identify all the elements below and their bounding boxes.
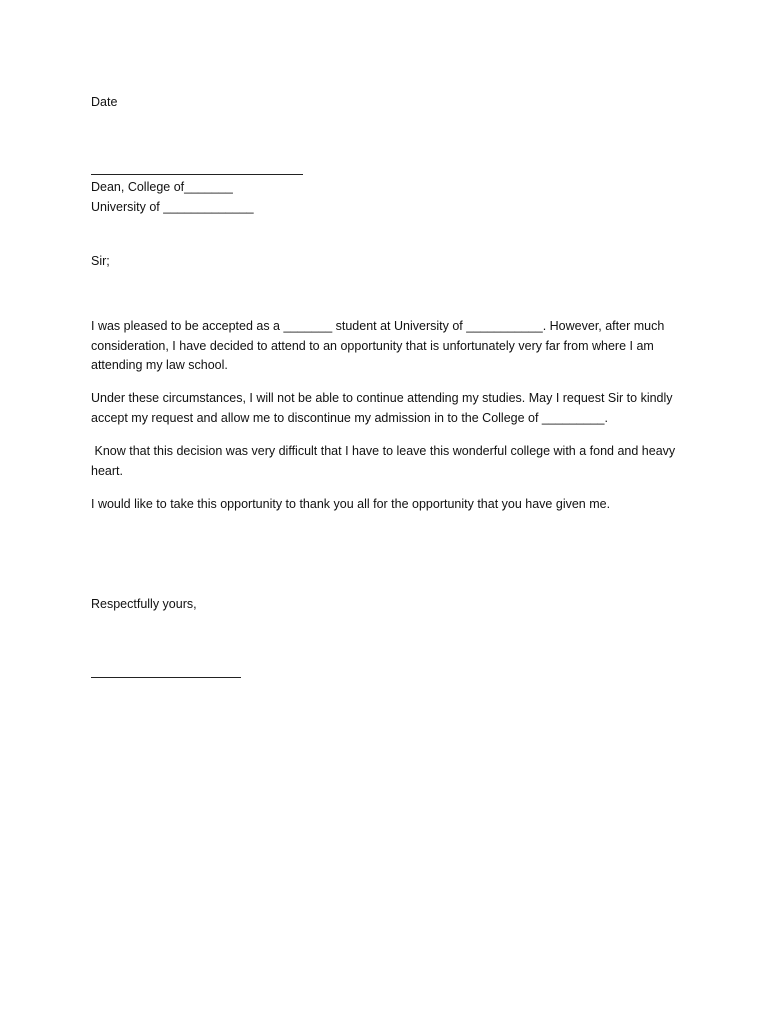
body-paragraph-1: I was pleased to be accepted as a _______ student at University of ___________. However, after much consideration, I have decided to attend to an opportunity that is unfortunately very far from where I am attending my law school. xyxy=(91,319,665,372)
date-label: Date xyxy=(91,95,118,109)
salutation: Sir; xyxy=(91,254,110,268)
signature-blank-line xyxy=(91,677,241,678)
closing: Respectfully yours, xyxy=(91,597,197,611)
recipient-title: Dean, College of_______ xyxy=(91,180,233,194)
body-paragraph-2: Under these circumstances, I will not be able to continue attending my studies. May I request Sir to kindly accept my request and allow me to discontinue my admission in to the College of _________. xyxy=(91,391,673,425)
recipient-name-blank-line xyxy=(91,174,303,175)
body-paragraph-4: I would like to take this opportunity to thank you all for the opportunity that you have given me. xyxy=(91,497,611,511)
body-paragraph-3: Know that this decision was very difficult that I have to leave this wonderful college with a fond and heavy heart. xyxy=(91,444,679,478)
recipient-university: University of _____________ xyxy=(91,200,254,214)
